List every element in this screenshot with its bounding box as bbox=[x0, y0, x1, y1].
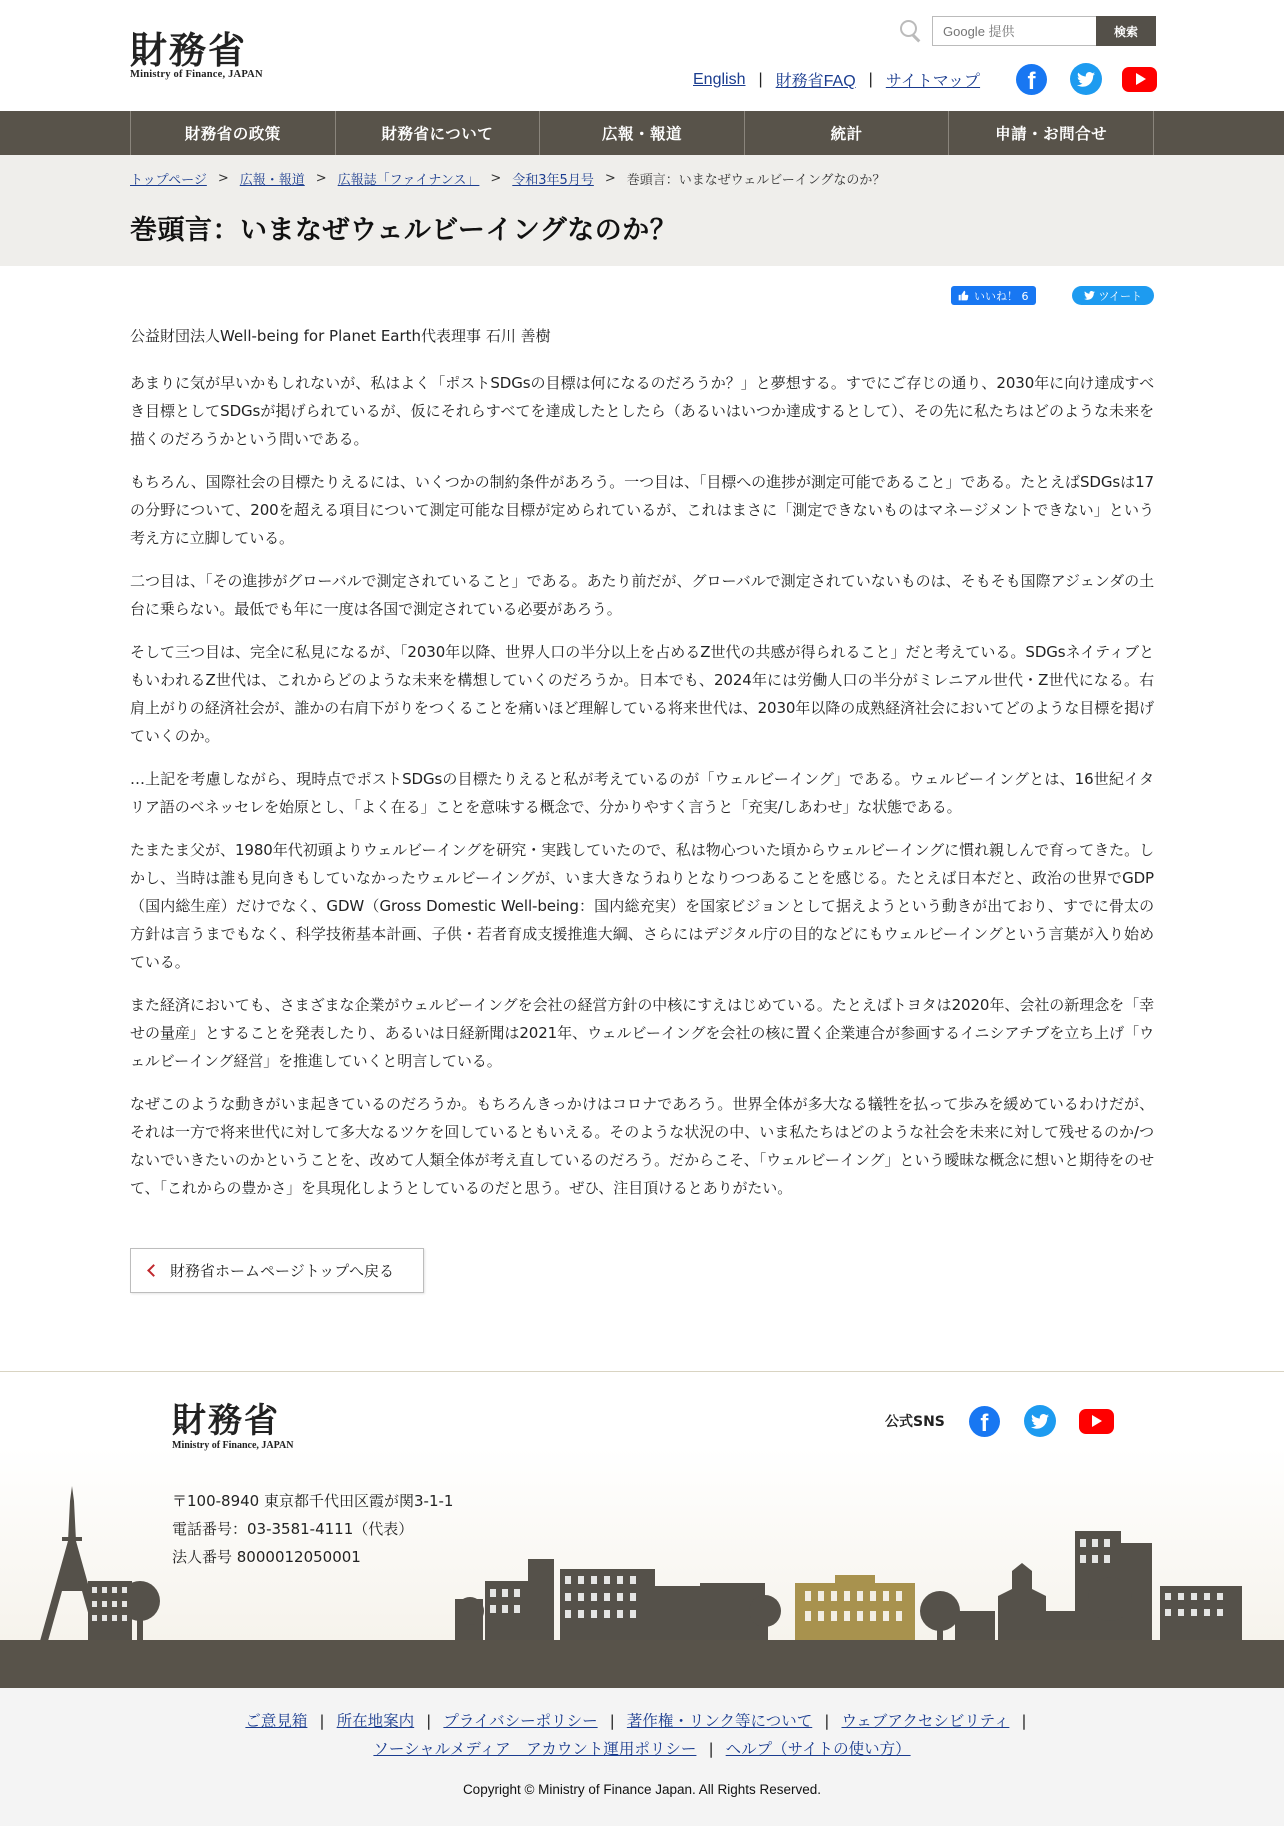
breadcrumb bbox=[130, 169, 1154, 188]
youtube-icon[interactable] bbox=[1122, 67, 1157, 92]
youtube-icon[interactable] bbox=[1079, 1409, 1114, 1434]
search-input[interactable] bbox=[932, 16, 1096, 46]
back-button-label: 財務省ホームページトップへ戻る bbox=[170, 1262, 394, 1280]
logo-kanji: 財務省 bbox=[130, 28, 247, 72]
nav-item-about[interactable]: 財務省について bbox=[336, 111, 541, 155]
paragraph: なぜこのような動きがいま起きているのだろうか。もちろんきっかけはコロナであろう。世界全体が多大なる犠牲を払って歩みを緩めているわけだが、それは一方で将来世代に対して多大なるツケを回しているともいえる。そのような状況の中、いま私たちはどのような社会を未来に対して残せるのか/つないでいきたいのかということを、改めて人類全体が考え直しているのだろう。だからこそ、「ウェルビーイング」という曖昧な概念に想いと期待をのせて、「これからの豊かさ」を具現化しようとしているのだと思う。ぜひ、注目頂けるとありがたい。 bbox=[130, 1095, 1154, 1197]
site-search bbox=[898, 16, 1156, 46]
breadcrumb-finance[interactable]: 広報誌「ファイナンス」 bbox=[337, 173, 480, 188]
footer-ground-band bbox=[0, 1640, 1284, 1688]
faq-link[interactable]: 財務省FAQ bbox=[775, 73, 856, 90]
footer-link-feedback[interactable]: ご意見箱 bbox=[245, 1712, 308, 1730]
chevron-left-icon bbox=[147, 1264, 160, 1277]
paragraph: …上記を考慮しながら、現時点でポストSDGsの目標たりえると私が考えているのが「ウェルビーイング」である。ウェルビーイングとは、16世紀イタリア語のベネッセレを始原とし、「よく在る」ことを意味する概念で、分かりやすく言うと「充実/しあわせ」な状態である。 bbox=[130, 770, 1154, 816]
breadcrumb-pr[interactable]: 広報・報道 bbox=[239, 173, 305, 188]
nav-item-pr[interactable]: 広報・報道 bbox=[540, 111, 745, 155]
author-line: 公益財団法人Well-being for Planet Earth代表理事 石川 善樹 bbox=[130, 327, 551, 345]
like-label: いいね！ 6 bbox=[974, 289, 1029, 303]
city-skyline-illustration bbox=[0, 1471, 1284, 1641]
page-title: 巻頭言：いまなぜウェルビーイングなのか？ bbox=[130, 215, 678, 246]
link-separator: | bbox=[758, 70, 763, 88]
tweet-label: ツイート bbox=[1098, 289, 1142, 303]
footer-link-access[interactable]: 所在地案内 bbox=[336, 1712, 415, 1730]
twitter-icon[interactable] bbox=[1070, 63, 1102, 95]
twitter-icon bbox=[1084, 291, 1095, 300]
breadcrumb-separator: > bbox=[315, 171, 327, 186]
footer-link-privacy[interactable]: プライバシーポリシー bbox=[443, 1712, 598, 1730]
search-icon bbox=[898, 18, 924, 44]
site-logo[interactable] bbox=[130, 30, 263, 80]
nav-item-contact[interactable]: 申請・お問合せ bbox=[949, 111, 1154, 155]
title-area bbox=[0, 155, 1284, 266]
paragraph: また経済においても、さまざまな企業がウェルビーイングを会社の経営方針の中核にすえはじめている。たとえばトヨタは2020年、会社の新理念を「幸せの量産」とすることを発表したり、あるいは日経新聞は2021年、ウェルビーイングを会社の核に置く企業連合が参画するイニシアチブを立ち上げ「ウェルビーイング経営」を推進していくと明言している。 bbox=[130, 996, 1154, 1070]
search-button[interactable]: 検索 bbox=[1096, 16, 1156, 46]
footer-link-accessibility[interactable]: ウェブアクセシビリティ bbox=[841, 1712, 1010, 1730]
corporate-number: 法人番号 8000012050001 bbox=[172, 1548, 361, 1566]
footer-links-area bbox=[0, 1688, 1284, 1826]
paragraph: あまりに気が早いかもしれないが、私はよく「ポストSDGsの目標は何になるのだろうか？」と夢想する。すでにご存じの通り、2030年に向け達成すべき目標としてSDGsが掲げられているが、仮にそれらすべてを達成したとしたら（あるいはいつか達成するとして）、その先に私たちはどのような未来を描くのだろうかという問いである。 bbox=[130, 374, 1154, 448]
footer-logo-kanji: 財務省 bbox=[172, 1401, 280, 1441]
link-separator: | bbox=[609, 1712, 615, 1730]
twitter-icon[interactable] bbox=[1024, 1405, 1056, 1437]
breadcrumb-current: 巻頭言：いまなぜウェルビーイングなのか？ bbox=[626, 173, 886, 188]
site-header bbox=[0, 0, 1284, 111]
breadcrumb-top[interactable]: トップページ bbox=[130, 173, 207, 188]
english-link[interactable]: English bbox=[693, 70, 746, 88]
sitemap-link[interactable]: サイトマップ bbox=[885, 73, 981, 90]
facebook-icon[interactable]: f bbox=[969, 1406, 1000, 1437]
footer-sns bbox=[885, 1405, 1114, 1437]
site-footer bbox=[0, 1371, 1284, 1641]
link-separator: | bbox=[1021, 1712, 1027, 1730]
phone-number: 電話番号：03-3581-4111（代表） bbox=[172, 1520, 414, 1538]
postal-address: 〒100-8940 東京都千代田区霞が関3-1-1 bbox=[172, 1492, 454, 1510]
footer-link-help[interactable]: ヘルプ（サイトの使い方） bbox=[725, 1740, 911, 1758]
footer-logo[interactable] bbox=[172, 1402, 293, 1451]
facebook-icon[interactable]: f bbox=[1016, 64, 1047, 95]
breadcrumb-separator: > bbox=[217, 171, 229, 186]
link-separator: | bbox=[319, 1712, 325, 1730]
link-separator: | bbox=[426, 1712, 432, 1730]
breadcrumb-issue[interactable]: 令和3年5月号 bbox=[512, 173, 594, 188]
link-separator: | bbox=[824, 1712, 830, 1730]
thumbs-up-icon bbox=[958, 290, 969, 301]
nav-item-statistics[interactable]: 統計 bbox=[745, 111, 950, 155]
paragraph: たまたま父が、1980年代初頭よりウェルビーイングを研究・実践していたので、私は物心ついた頃からウェルビーイングに慣れ親しんで育ってきた。しかし、当時は誰も見向きもしていなかったウェルビーイングが、いま大きなうねりとなりつつあることを感じる。たとえば日本だと、政治の世界でGDP（国内総生産）だけでなく、GDW（Gross Domestic Well-being：国内総充実）を国家ビジョンとして据えようという動きが出ており、すでに骨太の方針は言うまでもなく、科学技術基本計画、子供・若者育成支援推進大綱、さらにはデジタル庁の目的などにもウェルビーイングという言葉が入り始めている。 bbox=[130, 841, 1154, 971]
share-buttons bbox=[951, 286, 1154, 305]
link-separator: | bbox=[868, 70, 873, 88]
paragraph: もちろん、国際社会の目標たりえるには、いくつかの制約条件があろう。一つ目は、「目標への進捗が測定可能であること」である。たとえばSDGsは17の分野について、200を超える項目について測定可能な目標が定められているが、これはまさに「測定できないものはマネージメントできない」という考え方に立脚している。 bbox=[130, 473, 1154, 547]
tweet-button[interactable] bbox=[1072, 286, 1154, 305]
global-nav bbox=[0, 111, 1284, 155]
footer-link-copyright[interactable]: 著作権・リンク等について bbox=[626, 1712, 813, 1730]
paragraph: 二つ目は、「その進捗がグローバルで測定されていること」である。あたり前だが、グローバルで測定されていないものは、そもそも国際アジェンダの土台に乗らない。最低でも年に一度は各国で測定されている必要があろう。 bbox=[130, 572, 1154, 618]
back-to-top-button[interactable] bbox=[130, 1248, 424, 1293]
breadcrumb-separator: > bbox=[490, 171, 502, 186]
facebook-like-button[interactable] bbox=[951, 286, 1036, 305]
copyright: Copyright © Ministry of Finance Japan. All Rights Reserved. bbox=[462, 1782, 822, 1797]
breadcrumb-separator: > bbox=[604, 171, 616, 186]
link-separator: | bbox=[708, 1740, 714, 1758]
nav-item-policy[interactable]: 財務省の政策 bbox=[131, 111, 336, 155]
article bbox=[130, 266, 1154, 1293]
logo-english: Ministry of Finance, JAPAN bbox=[130, 69, 263, 80]
utility-links bbox=[693, 68, 980, 91]
paragraph: そして三つ目は、完全に私見になるが、「2030年以降、世界人口の半分以上を占めるZ世代の共感が得られること」だと考えている。SDGsネイティブともいわれるZ世代は、これからどのような未来を構想していくのだろうか。日本でも、2024年には労働人口の半分がミレニアル世代・Z世代になる。右肩上がりの経済社会が、誰かの右肩下がりをつくることを痛いほど理解している将来世代は、2030年以降の成熟経済社会においてどのような目標を掲げていくのか。 bbox=[130, 643, 1154, 745]
footer-logo-english: Ministry of Finance, JAPAN bbox=[172, 1440, 294, 1451]
footer-links bbox=[0, 1707, 1284, 1763]
header-sns bbox=[1016, 63, 1157, 95]
sns-label: 公式SNS bbox=[885, 1414, 945, 1430]
footer-link-social-policy[interactable]: ソーシャルメディア アカウント運用ポリシー bbox=[373, 1740, 697, 1758]
